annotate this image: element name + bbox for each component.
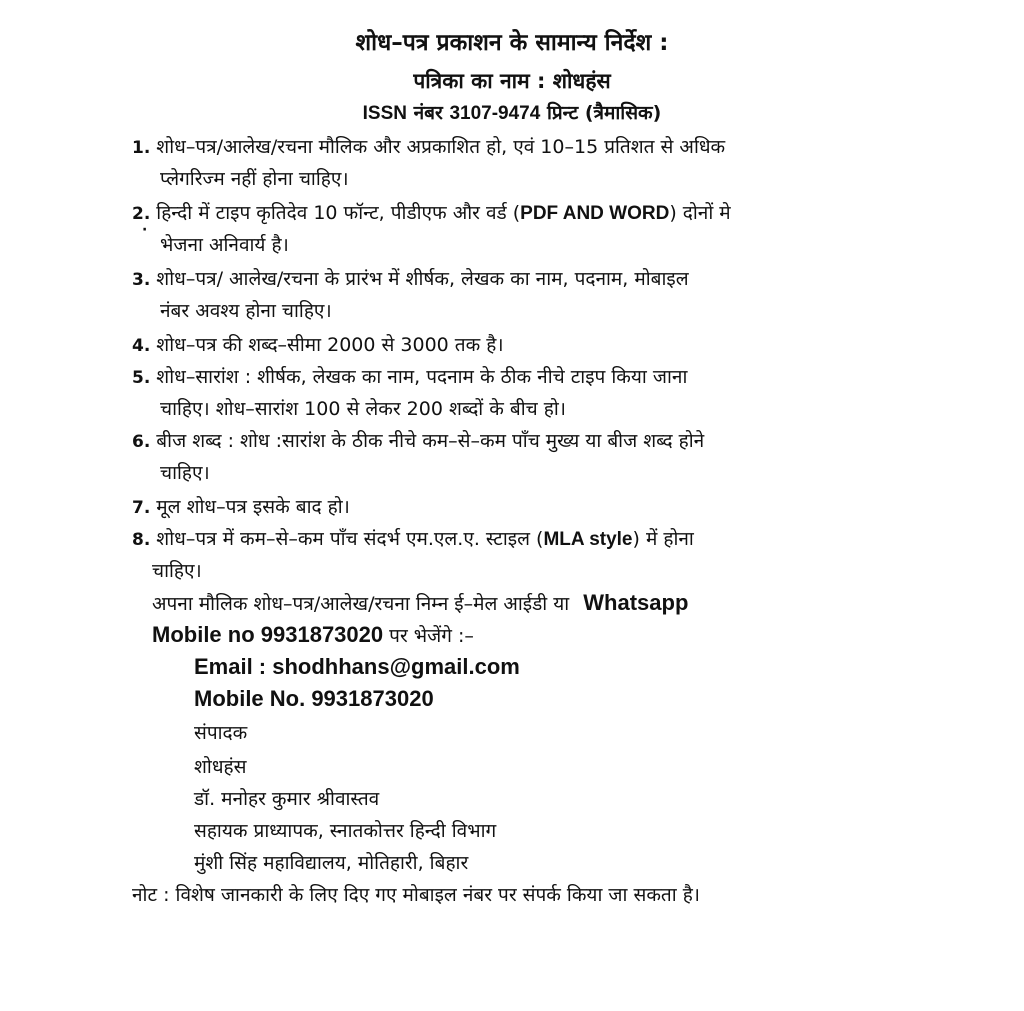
rule-number: 7. <box>132 498 151 518</box>
submission-suffix: पर भेजेंगे :– <box>389 625 474 647</box>
issn-text: नंबर <box>413 102 443 124</box>
whatsapp-label: Whatsapp <box>583 590 689 615</box>
rule-text: शोध–सारांश : शीर्षक, लेखक का नाम, पदनाम के ठीक नीचे टाइप किया जाना <box>156 366 688 388</box>
submission-text: अपना मौलिक शोध–पत्र/आलेख/रचना निम्न ई–मेल आईडी या <box>152 593 570 615</box>
rule-number: 8. <box>132 530 151 550</box>
rule-6-continuation: चाहिए। <box>160 462 210 484</box>
rule-text: बीज शब्द : शोध :सारांश के ठीक नीचे कम–से–कम पाँच मुख्य या बीज शब्द होने <box>156 430 705 452</box>
rule-text: हिन्दी में टाइप कृतिदेव 10 फॉन्ट, पीडीएफ और वर्ड ( <box>156 202 521 224</box>
rule-text: मूल शोध–पत्र इसके बाद हो। <box>156 496 350 518</box>
mobile-number: Mobile No. 9931873020 <box>194 686 434 711</box>
issn-suffix: प्रिन्ट (त्रैमासिक) <box>546 102 662 124</box>
rule-text: ) दोनों मे <box>669 202 731 224</box>
rule-text: ) में होना <box>632 528 694 550</box>
journal-name: पत्रिका का नाम : शोधहंस <box>413 69 611 93</box>
rule-3 <box>132 266 689 293</box>
rule-6 <box>132 428 704 455</box>
issn-line <box>0 100 1024 127</box>
rule-number: 5. <box>132 368 151 388</box>
rule-text: शोध–पत्र/आलेख/रचना मौलिक और अप्रकाशित हो, एवं 10–15 प्रतिशत से अधिक <box>156 136 726 158</box>
rule-1 <box>132 134 725 161</box>
rule-text: शोध–पत्र/ आलेख/रचना के प्रारंभ में शीर्षक, लेखक का नाम, पदनाम, मोबाइल <box>156 268 689 290</box>
rule-2 <box>132 200 731 227</box>
rule-number: 4. <box>132 336 151 356</box>
editor-name: डॉ. मनोहर कुमार श्रीवास्तव <box>194 788 380 810</box>
editor-designation: सहायक प्राध्यापक, स्नातकोत्तर हिन्दी विभाग <box>194 820 497 842</box>
rule-text-latin: MLA style <box>543 529 633 550</box>
editor-role: संपादक <box>194 722 248 744</box>
page-title: शोध–पत्र प्रकाशन के सामान्य निर्देश : <box>355 30 669 56</box>
editor-journal: शोधहंस <box>194 756 247 778</box>
email-address: Email : shodhhans@gmail.com <box>194 654 520 679</box>
rule-5-continuation: चाहिए। शोध–सारांश 100 से लेकर 200 शब्दों के बीच हो। <box>160 398 566 420</box>
rule-number: 3. <box>132 270 151 290</box>
editor-college: मुंशी सिंह महाविद्यालय, मोतिहारी, बिहार <box>194 852 469 874</box>
rule-4 <box>132 332 504 359</box>
rule-8-continuation: चाहिए। <box>152 560 202 582</box>
submission-line-1 <box>152 590 688 617</box>
mobile-number-text: Mobile no 9931873020 <box>152 622 384 647</box>
rule-text: शोध–पत्र की शब्द–सीमा 2000 से 3000 तक है। <box>156 334 504 356</box>
rule-1-continuation: प्लेगरिज्म नहीं होना चाहिए। <box>160 168 349 190</box>
rule-text: शोध–पत्र में कम–से–कम पाँच संदर्भ एम.एल.ए. स्टाइल ( <box>156 528 544 550</box>
rule-number: 2. <box>132 204 151 224</box>
rule-8 <box>132 526 694 553</box>
footer-note: नोट : विशेष जानकारी के लिए दिए गए मोबाइल नंबर पर संपर्क किया जा सकता है। <box>132 884 700 906</box>
rule-7 <box>132 494 350 521</box>
rule-5 <box>132 364 687 391</box>
stray-dot: · <box>142 222 148 238</box>
rule-number: 6. <box>132 432 151 452</box>
rule-text-latin: PDF AND WORD <box>520 203 670 224</box>
rule-3-continuation: नंबर अवश्य होना चाहिए। <box>160 300 332 322</box>
rule-2-continuation: भेजना अनिवार्य है। <box>160 234 289 256</box>
rule-number: 1. <box>132 138 151 158</box>
issn-number: 3107-9474 <box>449 103 541 124</box>
submission-line-2 <box>152 622 474 649</box>
issn-label: ISSN <box>362 103 408 124</box>
